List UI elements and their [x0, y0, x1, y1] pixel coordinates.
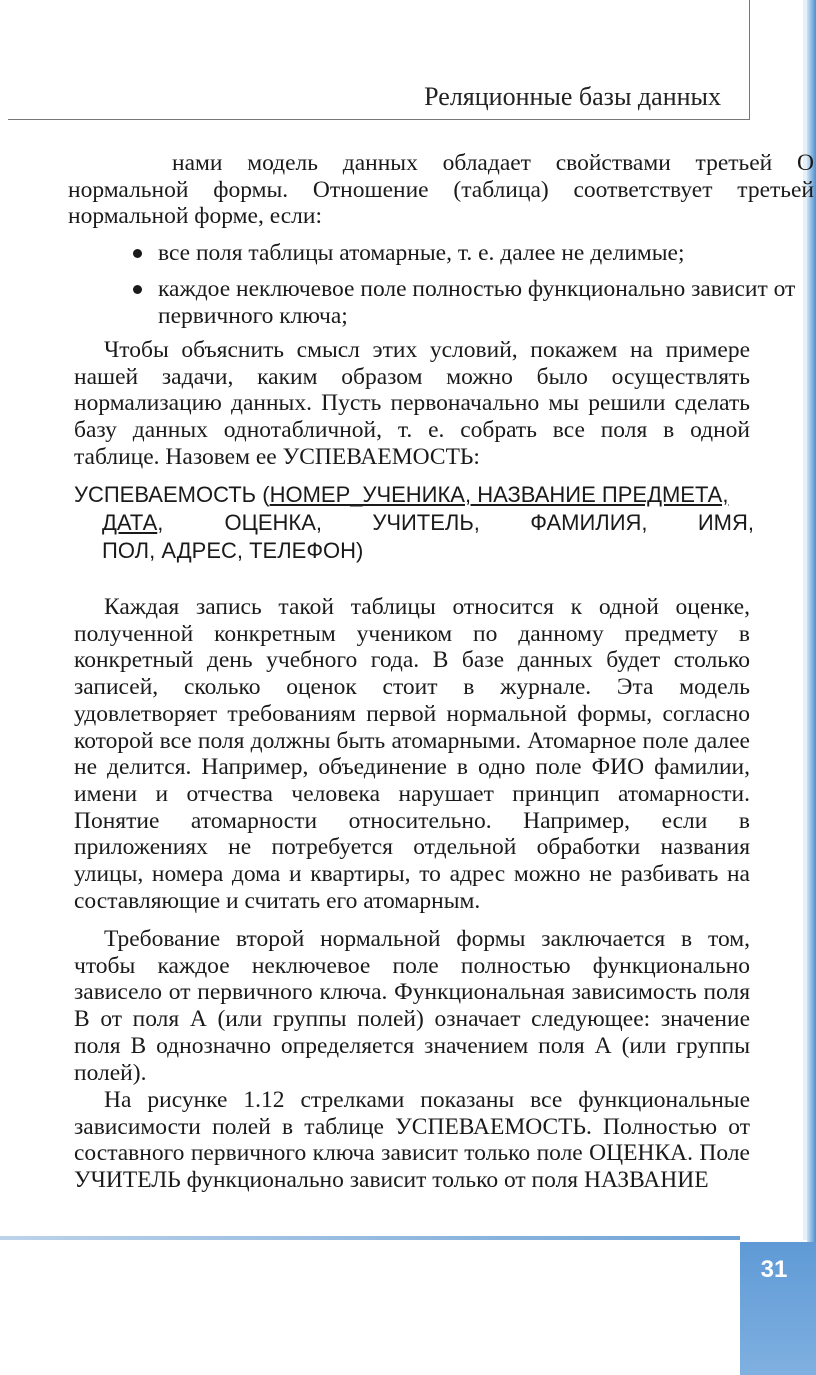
schema-field-grade: , ОЦЕНКА,	[157, 510, 323, 535]
list-item	[130, 240, 810, 267]
page-number: 31	[760, 1256, 788, 1283]
bullet-icon	[133, 249, 142, 258]
condition-text: все поля таблицы атомарные, т. е. далее не делимые;	[158, 240, 685, 266]
schema-line-3: ПОЛ, АДРЕС, ТЕЛЕФОН)	[102, 538, 364, 563]
schema-field-teacher: УЧИТЕЛЬ,	[372, 510, 480, 535]
footer-rule	[0, 1236, 740, 1240]
schema-key-part-2: ДАТА	[102, 510, 158, 535]
schema-line-2	[74, 509, 754, 537]
bullet-icon	[133, 285, 142, 294]
list-item	[130, 276, 810, 330]
schema-prefix: УСПЕВАЕМОСТЬ (	[74, 482, 270, 507]
paragraph-each-record: Каждая запись такой таблицы относится к одной оценке, полученной конкретным учеником по данному предмету в конкретный день учебного года. В базе данных будет столько записей, сколько оценок стоит в журнале. Эта модель удовлетворяет требованиям первой нормальной формы, согласно которой все поля должны быть атомарными. Атомарное поле далее не делится. Например, объединение в одно поле ФИО фамилии, имени и отчества человека нарушает принцип атомарности. Понятие атомарности относительно. Например, если в приложениях не потребуется отдельной обработки названия улицы, номера дома и квартиры, то адрес можно не разбивать на составляющие и считать его атомарным.	[74, 594, 750, 914]
paragraph-figure-reference: На рисунке 1.12 стрелками показаны все функциональные зависимости полей в таблице УСПЕВАЕМОСТЬ. Полностью от составного первичного ключа зависит только поле ОЦЕНКА. Поле УЧИТЕЛЬ функционально зависит только от поля НАЗВАНИЕ	[74, 1087, 750, 1194]
schema-key-part-1: НОМЕР_УЧЕНИКА, НАЗВАНИЕ ПРЕДМЕТА,	[269, 482, 729, 507]
schema-field-name: ИМЯ,	[697, 510, 754, 535]
running-header-title: Реляционные базы данных	[424, 82, 721, 111]
header-rule	[8, 119, 750, 120]
condition-text: каждое неключевое поле полностью функционально зависит от первичного ключа;	[158, 276, 796, 329]
intro-paragraph: нами модель данных обладает свойствами третьей О нормальной формы. Отношение (таблица) соответствует третьей нормальной форме, если:	[68, 150, 814, 230]
schema-line-1	[74, 481, 754, 509]
conditions-list	[130, 240, 810, 339]
paragraph-why: Чтобы объяснить смысл этих условий, покажем на примере нашей задачи, каким образом можно было осуществлять нормализацию данных. Пусть первоначально мы решили сделать базу данных однотабличной, т. е. собрать все поля в одной таблице. Назовем ее УСПЕВАЕМОСТЬ:	[74, 337, 750, 470]
paragraph-second-normal-form: Требование второй нормальной формы заключается в том, чтобы каждое неключевое поле полностью функционально зависело от первичного ключа. Функциональная зависимость поля В от поля А (или группы полей) означает следующее: значение поля В однозначно определяется значением поля А (или группы полей).	[74, 926, 750, 1086]
header-vertical-rule	[749, 0, 750, 120]
table-schema	[74, 481, 754, 565]
schema-field-surname: ФАМИЛИЯ,	[530, 510, 648, 535]
